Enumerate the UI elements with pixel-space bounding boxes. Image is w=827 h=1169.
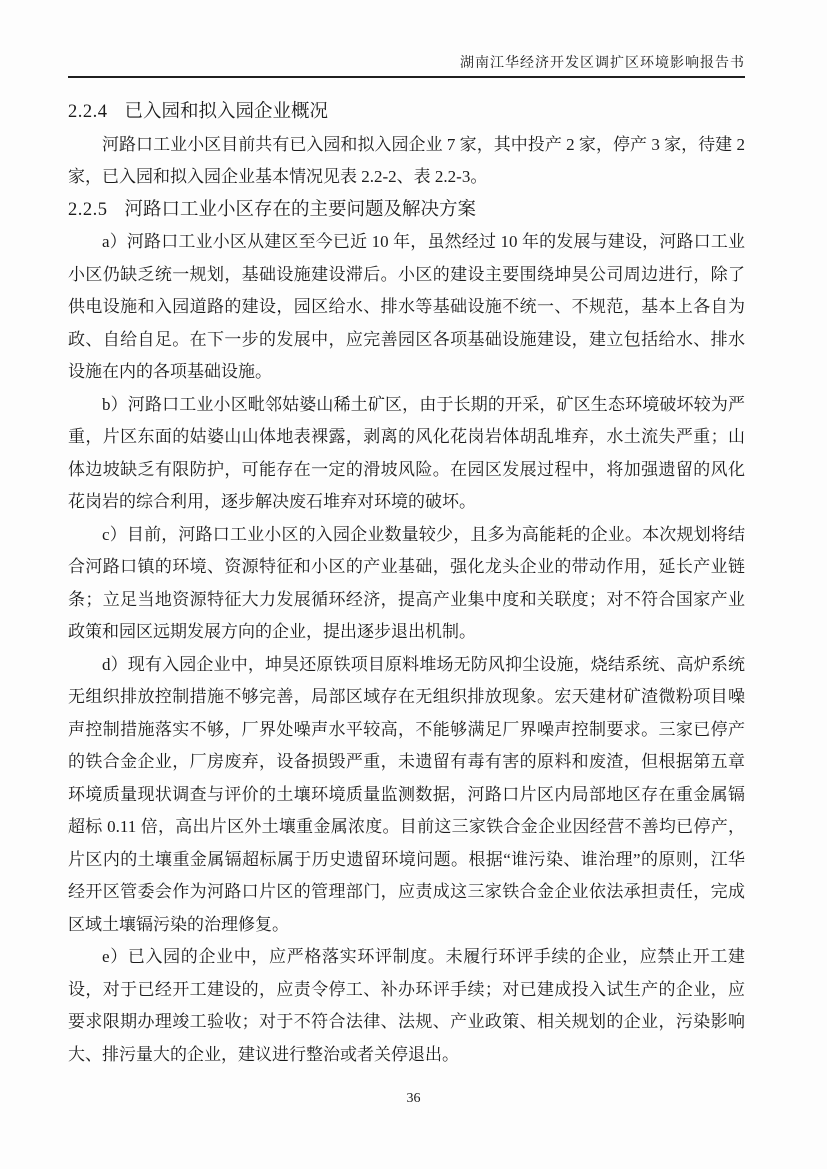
section-heading-2-2-5: [68, 194, 745, 227]
section-title: 河路口工业小区存在的主要问题及解决方案: [124, 199, 477, 220]
paragraph-item-e: e）已入园的企业中，应严格落实环评制度。未履行环评手续的企业，应禁止开工建设，对于已经开工建设的，应责令停工、补办环评手续；对已建成投入试生产的企业，应要求限期办理竣工验收；对于不符合法律、法规、产业政策、相关规划的企业，污染影响大、排污量大的企业，建议进行整治或者关停退出。: [68, 947, 745, 1064]
section-heading-2-2-4: [68, 96, 745, 129]
section-number: 2.2.5: [68, 199, 108, 220]
paragraph-item-a: a）河路口工业小区从建区至今已近 10 年，虽然经过 10 年的发展与建设，河路口工业小区仍缺乏统一规划，基础设施建设滞后。小区的建设主要围绕坤昊公司周边进行，除了供电设施和入园道路的建设，园区给水、排水等基础设施不统一、不规范，基本上各自为政、自给自足。在下一步的发展中，应完善园区各项基础设施建设，建立包括给水、排水设施在内的各项基础设施。: [68, 232, 745, 381]
paragraph-item-d: d）现有入园企业中，坤昊还原铁项目原料堆场无防风抑尘设施，烧结系统、高炉系统无组织排放控制措施不够完善，局部区域存在无组织排放现象。宏天建材矿渣微粉项目噪声控制措施落实不够，厂界处噪声水平较高，不能够满足厂界噪声控制要求。三家已停产的铁合金企业，厂房废弃，设备损毁严重，未遗留有毒有害的原料和废渣，但根据第五章环境质量现状调查与评价的土壤环境质量监测数据，河路口片区内局部地区存在重金属镉超标 0.11 倍，高出片区外土壤重金属浓度。目前这三家铁合金企业因经营不善均已停产，片区内的土壤重金属镉超标属于历史遗留环境问题。根据“谁污染、谁治理”的原则，江华经开区管委会作为河路口片区的管理部门，应责成这三家铁合金企业依法承担责任，完成区域土壤镉污染的治理修复。: [68, 654, 745, 934]
running-header: 湖南江华经济开发区调扩区环境影响报告书: [68, 54, 745, 78]
page-number: 36: [406, 1091, 421, 1106]
page-content: [68, 96, 745, 1071]
section-title: 已入园和拟入园企业概况: [124, 102, 329, 122]
paragraph-intro: 河路口工业小区目前共有已入园和拟入园企业 7 家，其中投产 2 家，停产 3 家，待建 2 家，已入园和拟入园企业基本情况见表 2.2-2、表 2.2-3。: [68, 134, 745, 186]
section-number: 2.2.4: [68, 102, 108, 122]
paragraph-item-b: b）河路口工业小区毗邻姑婆山稀土矿区，由于长期的开采，矿区生态环境破坏较为严重，片区东面的姑婆山山体地表裸露，剥离的风化花岗岩体胡乱堆弃，水土流失严重；山体边坡缺乏有限防护，可能存在一定的滑坡风险。在园区发展过程中，将加强遗留的风化花岗岩的综合利用，逐步解决废石堆弃对环境的破坏。: [68, 394, 745, 511]
paragraph-item-c: c）目前，河路口工业小区的入园企业数量较少，且多为高能耗的企业。本次规划将结合河路口镇的环境、资源特征和小区的产业基础，强化龙头企业的带动作用，延长产业链条；立足当地资源特征大力发展循环经济，提高产业集中度和关联度；对不符合国家产业政策和园区远期发展方向的企业，提出逐步退出机制。: [68, 524, 745, 641]
